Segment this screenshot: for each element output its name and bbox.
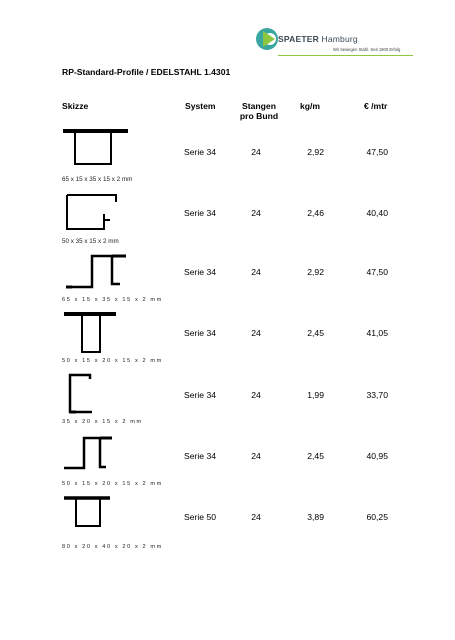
row-7-dimension: 80 x 20 x 40 x 20 x 2 mm	[62, 544, 163, 550]
row-1-dimension: 65 x 15 x 35 x 15 x 2 mm	[62, 176, 133, 183]
row-2-kgm: 2,46	[307, 208, 324, 218]
row-3-system: Serie 34	[184, 267, 217, 277]
profile-sketch-3	[62, 252, 132, 292]
row-5-price: 33,70	[366, 390, 388, 400]
row-7-kgm: 3,89	[307, 512, 324, 522]
header-kgm: kg/m	[300, 101, 321, 111]
row-7-stangen: 24	[251, 512, 261, 522]
row-5-dimension: 35 x 20 x 15 x 2 mm	[62, 419, 143, 425]
brand-tagline: Wir bewegen Stahl. Seit 1900 Erfolg	[333, 47, 401, 52]
row-5-kgm: 1,99	[307, 390, 324, 400]
row-7-price: 60,25	[366, 512, 388, 522]
row-3-price: 47,50	[366, 267, 388, 277]
spaeter-logo-icon	[253, 26, 413, 66]
row-4-dimension: 50 x 15 x 20 x 15 x 2 mm	[62, 358, 163, 364]
profile-sketch-4	[62, 310, 122, 358]
row-4-stangen: 24	[251, 328, 261, 338]
row-6-stangen: 24	[251, 451, 261, 461]
row-1-system: Serie 34	[184, 147, 217, 157]
row-2-system: Serie 34	[184, 208, 217, 218]
row-1-stangen: 24	[251, 147, 261, 157]
row-1-price: 47,50	[366, 147, 388, 157]
row-3-kgm: 2,92	[307, 267, 324, 277]
row-5-stangen: 24	[251, 390, 261, 400]
row-6-system: Serie 34	[184, 451, 217, 461]
profile-sketch-1	[62, 128, 132, 172]
header-stangen: Stangen pro Bund	[239, 101, 279, 121]
row-2-dimension: 50 x 35 x 15 x 2 mm	[62, 238, 119, 245]
row-4-kgm: 2,45	[307, 328, 324, 338]
profile-sketch-6	[62, 434, 122, 476]
header-system: System	[185, 101, 216, 111]
row-3-dimension: 65 x 15 x 35 x 15 x 2 mm	[62, 297, 163, 303]
row-3-stangen: 24	[251, 267, 261, 277]
header-sketch: Skizze	[62, 101, 89, 111]
row-7-system: Serie 50	[184, 512, 217, 522]
header-price: € /mtr	[364, 101, 388, 111]
row-4-price: 41,05	[366, 328, 388, 338]
row-5-system: Serie 34	[184, 390, 217, 400]
row-2-stangen: 24	[251, 208, 261, 218]
brand-divider	[278, 55, 413, 56]
row-1-kgm: 2,92	[307, 147, 324, 157]
row-6-dimension: 50 x 15 x 20 x 15 x 2 mm	[62, 481, 163, 487]
profile-sketch-2	[62, 192, 132, 238]
row-6-kgm: 2,45	[307, 451, 324, 461]
row-2-price: 40,40	[366, 208, 388, 218]
brand-name: SPAETER Hamburg	[278, 34, 358, 44]
page-title: RP-Standard-Profile / EDELSTAHL 1.4301	[62, 67, 231, 77]
row-6-price: 40,95	[366, 451, 388, 461]
row-4-system: Serie 34	[184, 328, 217, 338]
profile-sketch-7	[62, 495, 122, 535]
profile-sketch-5	[62, 372, 122, 418]
